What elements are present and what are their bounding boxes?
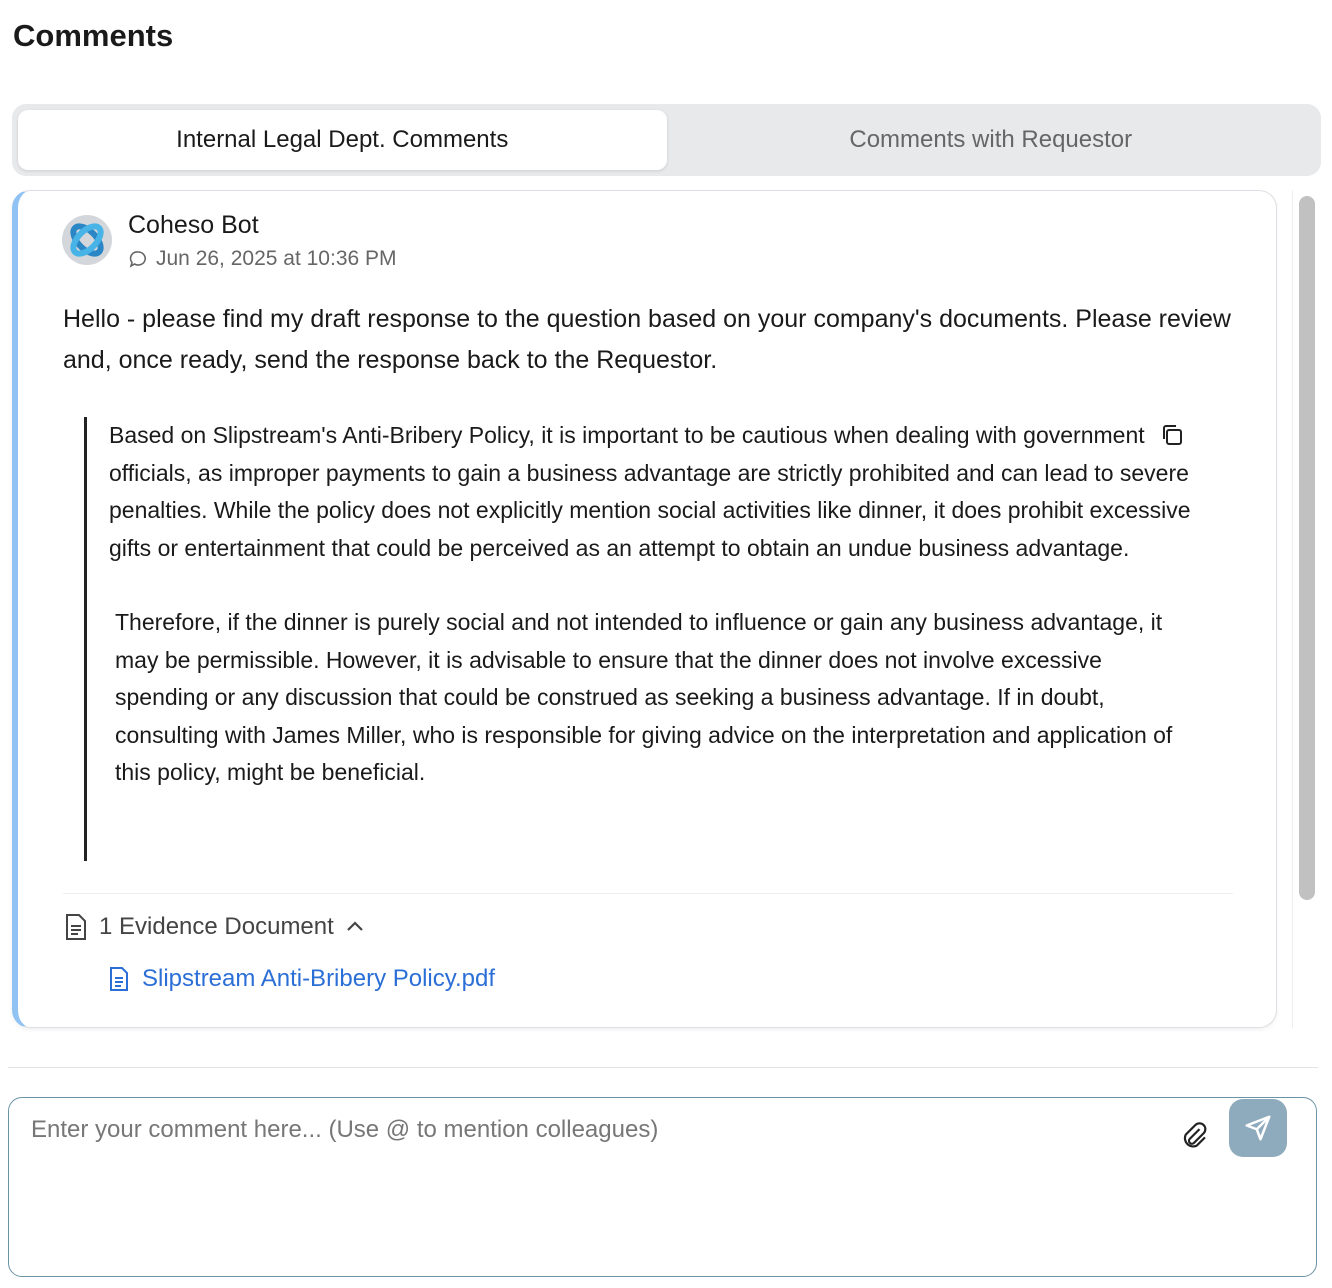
scrollbar-thumb[interactable]	[1299, 196, 1315, 900]
send-icon	[1243, 1113, 1273, 1143]
comment-bubble-icon	[128, 249, 148, 269]
quote-paragraph: Therefore, if the dinner is purely social and not intended to influence or gain any business advantage, it may be permissible. However, it is advisable to ensure that the dinner does not involve excessive spending or any discussion that could be construed as seeking a business advantage. If in doubt, consulting with James Miller, who is responsible for giving advice on the interpretation and application of this policy, might be beneficial.	[115, 609, 1173, 785]
comment-placeholder: Enter your comment here... (Use @ to mention colleagues)	[31, 1116, 659, 1143]
tab-requestor[interactable]: Comments with Requestor	[849, 126, 1133, 153]
quote-paragraph: Based on Slipstream's Anti-Bribery Policy, it is important to be cautious when dealing with government officials, as improper payments to gain a business advantage are strictly prohibited and can lead to severe penalties. While the policy does not explicitly mention social activities like dinner, it does prohibit excessive gifts or entertainment that could be perceived as an attempt to obtain an undue business advantage.	[109, 422, 1191, 561]
document-name: Slipstream Anti-Bribery Policy.pdf	[142, 965, 496, 992]
comment-date	[128, 247, 397, 271]
copy-icon	[1158, 421, 1188, 451]
tab-internal-legal[interactable]: Internal Legal Dept. Comments	[18, 110, 667, 170]
date-text: Jun 26, 2025 at 10:36 PM	[156, 247, 397, 270]
evidence-document-link[interactable]	[108, 965, 495, 993]
chevron-up-icon	[344, 916, 366, 938]
scrollbar[interactable]	[1292, 190, 1321, 1028]
comment-tabs	[12, 104, 1321, 176]
coheso-logo-icon	[66, 219, 108, 261]
send-button[interactable]	[1229, 1099, 1287, 1157]
page-title: Comments	[13, 18, 174, 53]
divider	[63, 893, 1233, 894]
comment-input[interactable]	[8, 1097, 1317, 1277]
comment-author: Coheso Bot	[128, 211, 259, 239]
divider	[8, 1067, 1318, 1068]
draft-response-quote	[84, 417, 1194, 861]
attach-button[interactable]	[1172, 1114, 1216, 1163]
comment-card	[12, 190, 1277, 1028]
pdf-file-icon	[108, 966, 130, 992]
evidence-label: 1 Evidence Document	[99, 913, 334, 940]
document-icon	[63, 913, 89, 941]
avatar	[62, 215, 112, 265]
evidence-toggle[interactable]	[63, 913, 366, 941]
paperclip-icon	[1172, 1114, 1216, 1158]
copy-button[interactable]	[1158, 421, 1188, 456]
comment-message: Hello - please find my draft response to the question based on your company's documents. Please review and, once ready, send the response back to the Requestor.	[63, 305, 1231, 374]
